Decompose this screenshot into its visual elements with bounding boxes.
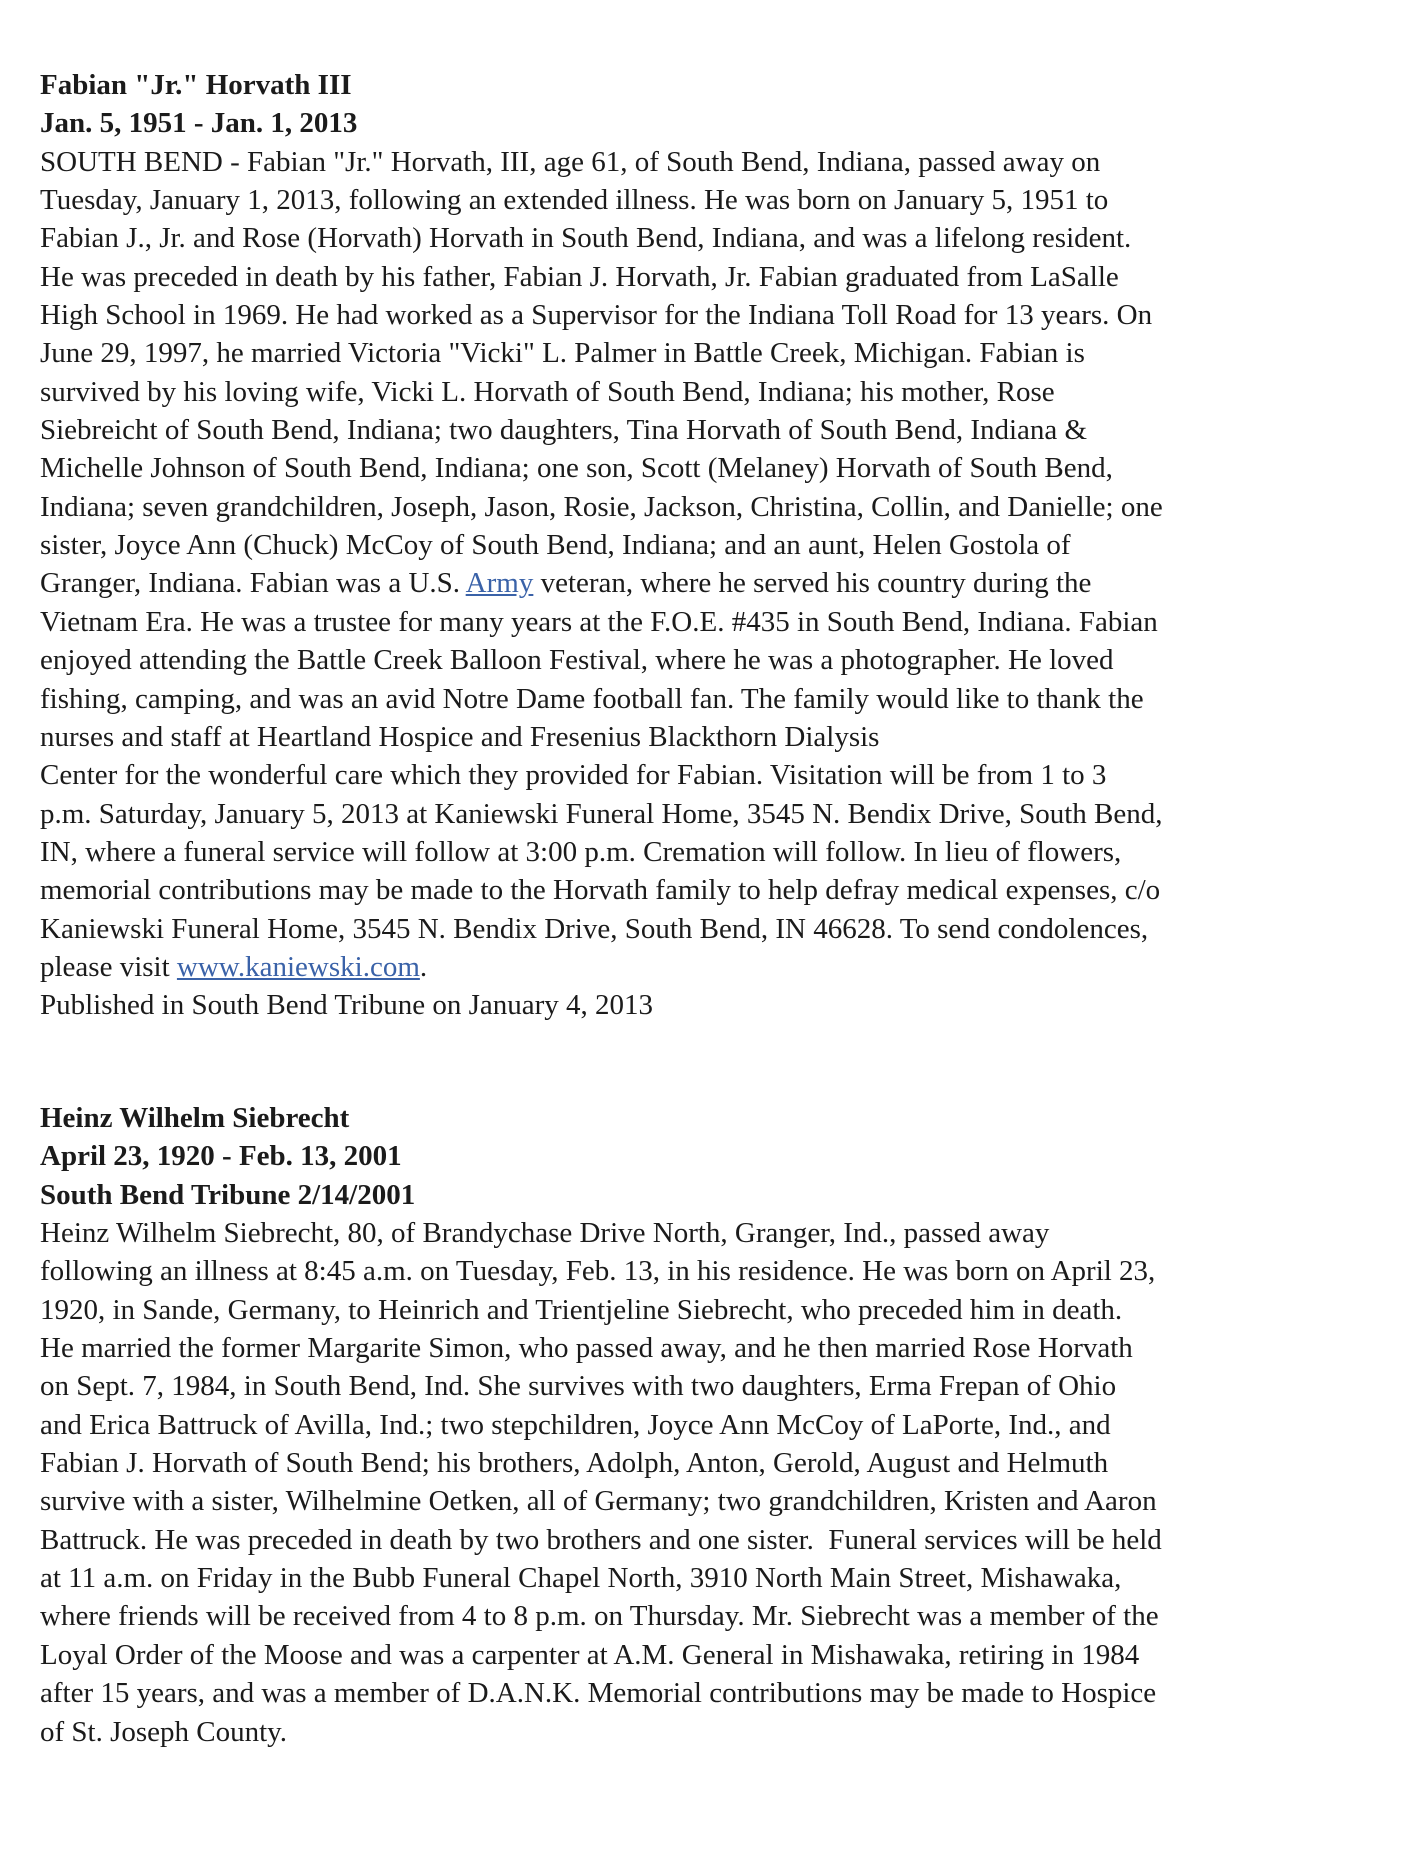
obituary-text-line: on Sept. 7, 1984, in South Bend, Ind. She survives with two daughters, Erma Frepan of Ohio <box>40 1370 1117 1403</box>
kaniewski-website-link[interactable]: www.kaniewski.com <box>176 950 420 983</box>
obituary-title: Heinz Wilhelm Siebrecht <box>40 1102 350 1134</box>
obituary-text-line: survive with a sister, Wilhelmine Oetken, all of Germany; two grandchildren, Kristen and Aaron <box>40 1485 1157 1518</box>
obituary-text-line: and Erica Battruck of Avilla, Ind.; two stepchildren, Joyce Ann McCoy of LaPorte, Ind., and <box>40 1408 1111 1441</box>
obituary-text-line: Heinz Wilhelm Siebrecht, 80, of Brandychase Drive North, Granger, Ind., passed away <box>40 1217 1050 1250</box>
obituary-text-line: Fabian J., Jr. and Rose (Horvath) Horvath in South Bend, Indiana, and was a lifelong resident. <box>40 222 1132 255</box>
obituary-source: South Bend Tribune 2/14/2001 <box>40 1178 416 1211</box>
obituary-text-line: June 29, 1997, he married Victoria "Vicki" L. Palmer in Battle Creek, Michigan. Fabian is <box>40 337 1085 370</box>
obituary-text-line <box>40 948 1340 986</box>
text-segment: . <box>419 950 428 983</box>
obituary-text-line: at 11 a.m. on Friday in the Bubb Funeral Chapel North, 3910 North Main Street, Mishawaka, <box>40 1562 1122 1595</box>
obituary-text-line: Siebreicht of South Bend, Indiana; two daughters, Tina Horvath of South Bend, Indiana & <box>40 414 1088 447</box>
obituary-text-line: after 15 years, and was a member of D.A.N.K. Memorial contributions may be made to Hospice <box>40 1677 1157 1710</box>
text-segment: please visit <box>40 950 177 983</box>
document-page <box>40 66 1340 1748</box>
obituary-text-line: IN, where a funeral service will follow at 3:00 p.m. Cremation will follow. In lieu of flowers, <box>40 835 1122 868</box>
obituary-text-line: Battruck. He was preceded in death by two brothers and one sister. Funeral services will be held <box>40 1523 1162 1556</box>
obituary-text-line: nurses and staff at Heartland Hospice and Fresenius Blackthorn Dialysis <box>40 720 880 753</box>
obituary-heinz-siebrecht <box>40 1099 1340 1751</box>
obituary-text-line: where friends will be received from 4 to 8 p.m. on Thursday. Mr. Siebrecht was a member of the <box>40 1600 1159 1633</box>
obituary-text-line: memorial contributions may be made to the Horvath family to help defray medical expenses, c/o <box>40 874 1161 907</box>
obituary-text-line: Vietnam Era. He was a trustee for many years at the F.O.E. #435 in South Bend, Indiana. Fabian <box>40 605 1158 638</box>
obituary-text-line: 1920, in Sande, Germany, to Heinrich and Trientjeline Siebrecht, who preceded him in death. <box>40 1293 1123 1326</box>
publication-note: Published in South Bend Tribune on January 4, 2013 <box>40 989 654 1022</box>
obituary-text-line: High School in 1969. He had worked as a Supervisor for the Indiana Toll Road for 13 years. On <box>40 299 1153 332</box>
text-segment: veteran, where he served his country during the <box>533 567 1092 600</box>
obituary-text-line: of St. Joseph County. <box>40 1715 288 1748</box>
obituary-fabian-horvath <box>40 66 1340 1025</box>
obituary-text-line: He married the former Margarite Simon, who passed away, and he then married Rose Horvath <box>40 1332 1133 1365</box>
obituary-text-line: Tuesday, January 1, 2013, following an extended illness. He was born on January 5, 1951 to <box>40 184 1109 217</box>
obituary-text-line <box>40 564 1340 602</box>
obituary-text-line: He was preceded in death by his father, Fabian J. Horvath, Jr. Fabian graduated from LaSalle <box>40 260 1119 293</box>
obituary-text-line: survived by his loving wife, Vicki L. Horvath of South Bend, Indiana; his mother, Rose <box>40 375 1055 408</box>
obituary-text-line: following an illness at 8:45 a.m. on Tuesday, Feb. 13, in his residence. He was born on April 23, <box>40 1255 1156 1288</box>
obituary-text-line: Indiana; seven grandchildren, Joseph, Jason, Rosie, Jackson, Christina, Collin, and Danielle; one <box>40 490 1163 523</box>
obituary-text-line: Center for the wonderful care which they provided for Fabian. Visitation will be from 1 to 3 <box>40 759 1107 792</box>
obituary-text-line: Loyal Order of the Moose and was a carpenter at A.M. General in Mishawaka, retiring in 1984 <box>40 1638 1140 1671</box>
obituary-text-line: fishing, camping, and was an avid Notre Dame football fan. The family would like to thank the <box>40 682 1144 715</box>
army-link[interactable]: Army <box>465 567 534 600</box>
text-segment: Granger, Indiana. Fabian was a U.S. <box>40 567 466 600</box>
obituary-dates: Jan. 5, 1951 - Jan. 1, 2013 <box>40 107 358 140</box>
obituary-text-line: p.m. Saturday, January 5, 2013 at Kaniewski Funeral Home, 3545 N. Bendix Drive, South Bend, <box>40 797 1163 830</box>
obituary-text-line: sister, Joyce Ann (Chuck) McCoy of South Bend, Indiana; and an aunt, Helen Gostola of <box>40 529 1071 562</box>
obituary-text-line: Kaniewski Funeral Home, 3545 N. Bendix Drive, South Bend, IN 46628. To send condolences, <box>40 912 1149 945</box>
obituary-text-line: Michelle Johnson of South Bend, Indiana; one son, Scott (Melaney) Horvath of South Bend, <box>40 452 1113 485</box>
obituary-title: Fabian "Jr." Horvath III <box>40 69 352 101</box>
obituary-text-line: Fabian J. Horvath of South Bend; his brothers, Adolph, Anton, Gerold, August and Helmuth <box>40 1447 1109 1480</box>
obituary-text-line: enjoyed attending the Battle Creek Balloon Festival, where he was a photographer. He loved <box>40 644 1114 677</box>
obituary-dates: April 23, 1920 - Feb. 13, 2001 <box>40 1140 402 1173</box>
obituary-text-line: SOUTH BEND - Fabian "Jr." Horvath, III, age 61, of South Bend, Indiana, passed away on <box>40 145 1101 178</box>
